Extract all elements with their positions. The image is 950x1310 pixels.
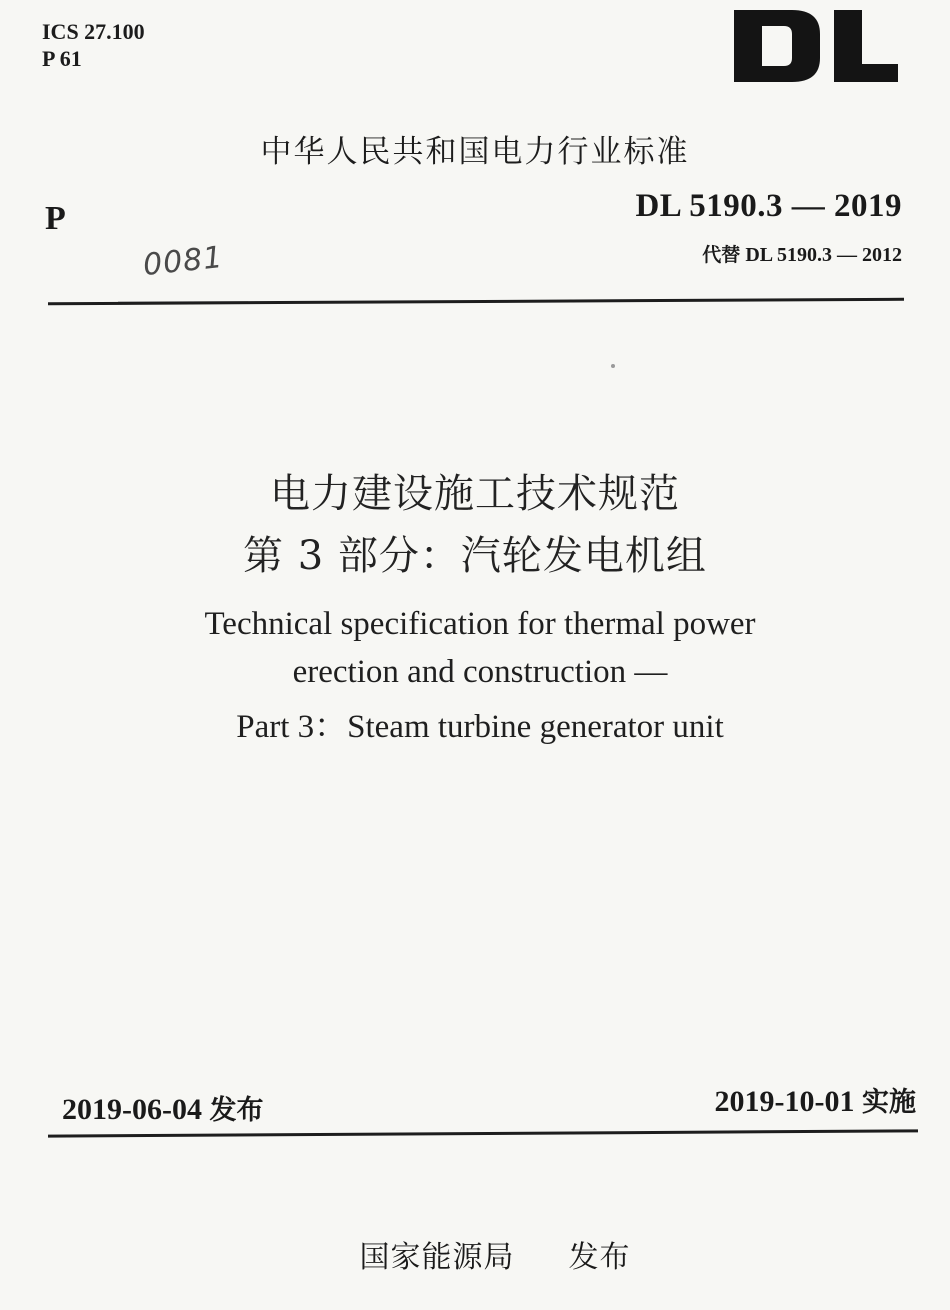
header-rule: [48, 298, 904, 305]
handwritten-note: 0081: [141, 239, 225, 284]
paper-speck: [611, 364, 615, 368]
issue-date-line: [62, 1088, 263, 1127]
title-zh-line2: 第 3 部分：汽轮发电机组: [243, 533, 707, 579]
implement-label: 实施: [862, 1087, 916, 1118]
implement-date-line: [715, 1080, 916, 1119]
footer-rule: [48, 1129, 918, 1137]
catalog-code: P 61: [42, 46, 82, 71]
replaces-number: DL 5190.3 — 2012: [745, 244, 902, 266]
ics-code: ICS 27.100: [42, 19, 145, 44]
ics-code-block: [42, 18, 145, 72]
replaces-prefix: 代替: [702, 244, 741, 266]
issue-date: 2019-06-04: [62, 1093, 202, 1126]
title-en-line3: Part 3：Steam turbine generator unit: [236, 709, 724, 745]
implement-date: 2019-10-01: [714, 1085, 855, 1118]
issue-label: 发布: [209, 1095, 264, 1126]
title-zh-line1: 电力建设施工技术规范: [270, 471, 680, 517]
dl-logo: [730, 8, 900, 84]
publisher-line: [0, 1232, 950, 1276]
standard-body-title: 中华人民共和国电力行业标准: [260, 134, 690, 170]
title-en-line2: erection and construction —: [292, 654, 668, 690]
publisher-action: 发布: [568, 1240, 631, 1275]
title-en-line1: Technical specification for thermal power: [204, 606, 756, 642]
standard-number: DL 5190.3 — 2019: [635, 188, 902, 224]
classification-letter: P: [45, 200, 66, 237]
dl-logo-letter-d: [734, 10, 820, 82]
publisher-name: 国家能源局: [359, 1240, 515, 1275]
replaces-line: [702, 240, 902, 267]
dl-logo-letter-l: [834, 10, 898, 82]
